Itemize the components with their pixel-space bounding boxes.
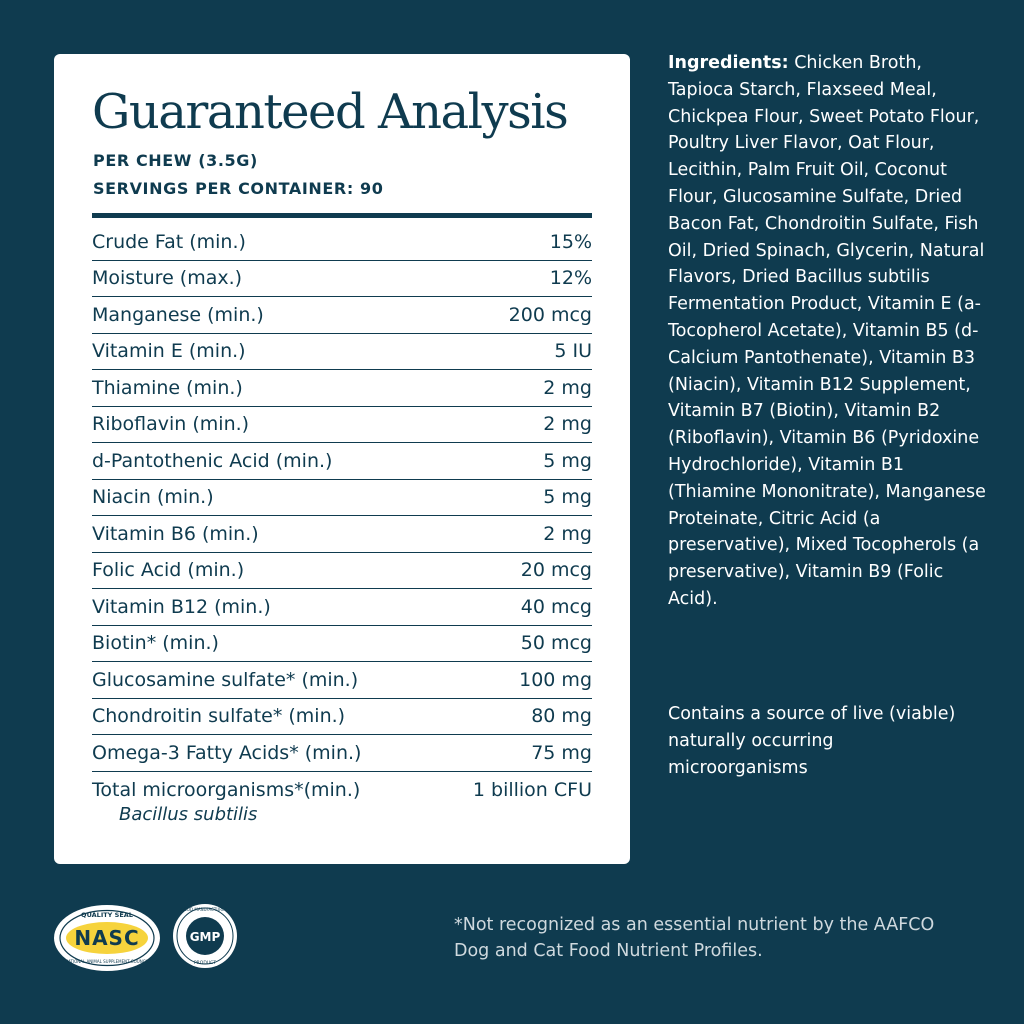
nutrient-name: Total microorganisms*(min.) bbox=[92, 778, 361, 801]
nutrient-name: Vitamin B6 (min.) bbox=[92, 522, 259, 545]
ingredients-label: Ingredients: bbox=[668, 53, 789, 73]
nutrient-value: 80 mg bbox=[531, 705, 592, 728]
divider bbox=[92, 213, 592, 218]
table-row bbox=[92, 370, 592, 407]
nutrient-value: 200 mcg bbox=[508, 303, 592, 326]
analysis-table bbox=[92, 224, 592, 825]
nutrient-name: Crude Fat (min.) bbox=[92, 230, 246, 253]
nutrient-name: Folic Acid (min.) bbox=[92, 559, 245, 582]
nutrient-value: 15% bbox=[549, 230, 592, 253]
table-row bbox=[92, 589, 592, 626]
nutrient-name: Niacin (min.) bbox=[92, 486, 214, 509]
nutrient-value: 2 mg bbox=[543, 413, 592, 436]
nutrient-name: Chondroitin sulfate* (min.) bbox=[92, 705, 346, 728]
gmp-seal-logo bbox=[172, 903, 238, 969]
footnote: *Not recognized as an essential nutrient by the AAFCO Dog and Cat Food Nutrient Profiles. bbox=[454, 915, 935, 961]
nutrient-name: Moisture (max.) bbox=[92, 267, 243, 290]
table-row bbox=[92, 443, 592, 480]
svg-text:NASC: NASC bbox=[74, 926, 140, 950]
nutrient-value: 50 mcg bbox=[520, 632, 592, 655]
nutrient-name: Biotin* (min.) bbox=[92, 632, 219, 655]
nutrient-value: 1 billion CFU bbox=[472, 778, 592, 801]
table-row bbox=[92, 480, 592, 517]
nutrient-value: 2 mg bbox=[543, 522, 592, 545]
table-row bbox=[92, 699, 592, 736]
nutrient-value: 2 mg bbox=[543, 376, 592, 399]
table-row bbox=[92, 662, 592, 699]
nasc-quality-seal-logo bbox=[52, 903, 162, 973]
nutrient-value: 5 mg bbox=[543, 449, 592, 472]
svg-text:PRODUCT: PRODUCT bbox=[193, 961, 217, 966]
svg-text:GMP: GMP bbox=[189, 930, 221, 944]
ingredients-text bbox=[668, 50, 988, 613]
table-row bbox=[92, 735, 592, 772]
table-row bbox=[92, 297, 592, 334]
nutrient-name: Thiamine (min.) bbox=[92, 376, 243, 399]
table-row bbox=[92, 516, 592, 553]
svg-text:QUALITY SEAL: QUALITY SEAL bbox=[81, 911, 133, 919]
table-row bbox=[92, 626, 592, 663]
nutrient-value: 75 mg bbox=[531, 741, 592, 764]
servings-label: SERVINGS PER CONTAINER: 90 bbox=[93, 179, 384, 198]
organism-name: Bacillus subtilis bbox=[119, 803, 258, 825]
nutrient-name: Glucosamine sulfate* (min.) bbox=[92, 668, 359, 691]
nutrient-name: Omega-3 Fatty Acids* (min.) bbox=[92, 741, 362, 764]
table-row bbox=[92, 553, 592, 590]
nutrient-name: Vitamin B12 (min.) bbox=[92, 595, 271, 618]
nutrient-name: Manganese (min.) bbox=[92, 303, 264, 326]
svg-text:GOOD MANUFACTURING: GOOD MANUFACTURING bbox=[180, 907, 230, 912]
table-row-last bbox=[92, 772, 592, 825]
nutrient-value: 5 IU bbox=[554, 340, 592, 363]
nutrient-value: 20 mcg bbox=[520, 559, 592, 582]
guaranteed-analysis-card bbox=[54, 54, 630, 864]
nutrient-name: Riboflavin (min.) bbox=[92, 413, 250, 436]
nutrient-value: 40 mcg bbox=[520, 595, 592, 618]
nutrient-value: 12% bbox=[549, 267, 592, 290]
nutrient-name: d-Pantothenic Acid (min.) bbox=[92, 449, 333, 472]
table-row bbox=[92, 224, 592, 261]
ingredients-list: Chicken Broth, Tapioca Starch, Flaxseed Meal, Chickpea Flour, Sweet Potato Flour, Poultry Liver Flavor, Oat Flour, Lecithin, Palm Fruit Oil, Coconut Flour, Glucosamine Sulfate, Dried Bacon Fat, Chondroitin Sulfate, Fish Oil, Dried Spinach, Glycerin, Natural Flavors, Dried Bacillus subtilis Fermentation Product, Vitamin E (a-Tocopherol Acetate), Vitamin B5 (d-Calcium Pantothenate), Vitamin B3 (Niacin), Vitamin B12 Supplement, Vitamin B7 (Biotin), Vitamin B2 (Riboflavin), Vitamin B6 (Pyridoxine Hydrochloride), Vitamin B1 (Thiamine Mononitrate), Manganese Proteinate, Citric Acid (a preservative), Mixed Tocopherols (a preservative), Vitamin B9 (Folic Acid). bbox=[668, 53, 986, 609]
contains-note: Contains a source of live (viable) naturally occurring microorganisms bbox=[668, 704, 956, 778]
table-row bbox=[92, 334, 592, 371]
per-chew-label: PER CHEW (3.5G) bbox=[93, 151, 258, 170]
nutrient-value: 100 mg bbox=[519, 668, 592, 691]
table-row bbox=[92, 261, 592, 298]
svg-text:NATIONAL ANIMAL SUPPLEMENT COU: NATIONAL ANIMAL SUPPLEMENT COUNCIL bbox=[65, 959, 149, 964]
page-title: Guaranteed Analysis bbox=[92, 84, 568, 140]
nutrient-value: 5 mg bbox=[543, 486, 592, 509]
nutrient-name: Vitamin E (min.) bbox=[92, 340, 246, 363]
table-row bbox=[92, 407, 592, 444]
